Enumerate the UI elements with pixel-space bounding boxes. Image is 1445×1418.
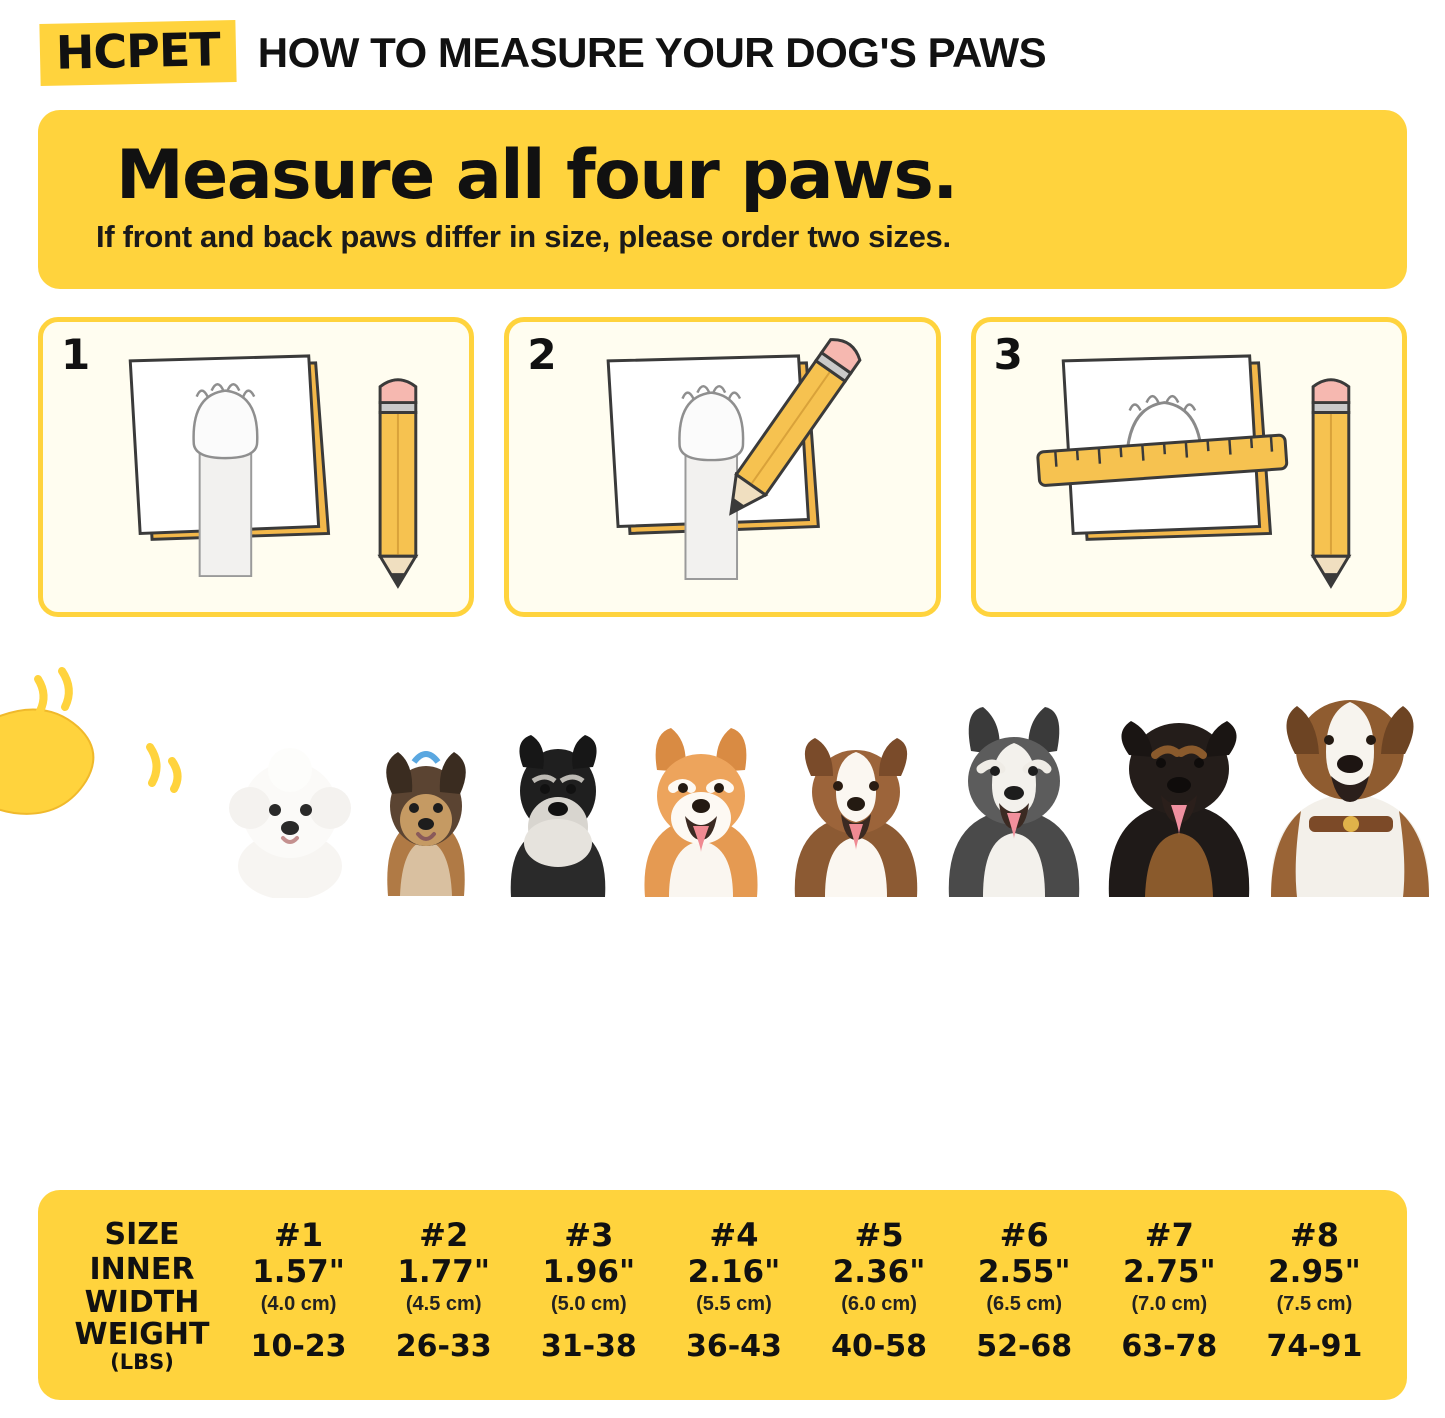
brand-name: HCPET: [55, 22, 221, 80]
dog-images: [220, 643, 1435, 903]
row-label-weight-text: WEIGHT: [74, 1316, 210, 1352]
inner-width-cell-6: [952, 1254, 1097, 1319]
inner-width-cm-3: (5.0 cm): [551, 1292, 627, 1315]
callout-title: Measure all four paws.: [116, 136, 957, 215]
table-row-weight: [58, 1319, 1387, 1374]
weight-cell-4: 36-43: [685, 1328, 782, 1364]
inner-width-cell-2: [371, 1254, 516, 1319]
pencil-tracing-paw-icon: [509, 322, 935, 612]
row-label-weight-unit: (LBS): [110, 1350, 174, 1375]
inner-width-in-3: 1.96": [542, 1253, 636, 1290]
size-chart-table: [58, 1216, 1387, 1374]
inner-width-in-1: 1.57": [252, 1253, 345, 1290]
weight-cell-6: 52-68: [976, 1328, 1073, 1364]
step-number: 1: [61, 330, 91, 380]
weight-cell-7: 63-78: [1121, 1328, 1218, 1364]
inner-width-cell-5: [807, 1254, 952, 1319]
row-label-inner-width-line2: WIDTH: [84, 1284, 200, 1320]
inner-width-in-4: 2.16": [687, 1253, 781, 1290]
callout-subtitle: If front and back paws differ in size, please order two sizes.: [96, 219, 951, 255]
inner-width-cm-1: (4.0 cm): [260, 1292, 337, 1315]
size-col-1: #1: [274, 1216, 324, 1255]
row-label-inner-width: [58, 1254, 226, 1319]
yellow-swoosh-icon: [0, 665, 230, 855]
size-col-3: #3: [564, 1216, 614, 1255]
size-col-7: #7: [1144, 1216, 1194, 1255]
size-col-5: #5: [854, 1216, 904, 1255]
inner-width-cm-4: (5.5 cm): [696, 1292, 772, 1315]
size-col-2: #2: [419, 1216, 469, 1255]
inner-width-cm-8: (7.5 cm): [1276, 1292, 1353, 1315]
inner-width-cell-1: [226, 1254, 371, 1319]
inner-width-in-6: 2.55": [977, 1253, 1071, 1290]
paw-on-paper-icon: [43, 322, 469, 612]
dog-shiba-inu: [629, 718, 774, 903]
table-row-inner-width: [58, 1254, 1387, 1319]
dog-saint-bernard: [1265, 668, 1435, 903]
inner-width-in-8: 2.95": [1268, 1253, 1361, 1290]
row-label-inner-width-line1: INNER: [89, 1252, 195, 1288]
inner-width-in-2: 1.77": [397, 1253, 490, 1290]
inner-width-cm-6: (6.5 cm): [986, 1292, 1062, 1315]
page-header: [0, 0, 1445, 84]
size-chart: [38, 1190, 1407, 1400]
dog-rottweiler: [1099, 693, 1259, 903]
page-title: HOW TO MEASURE YOUR DOG'S PAWS: [257, 29, 1047, 76]
inner-width-cell-3: [516, 1254, 661, 1319]
size-col-4: #4: [709, 1216, 759, 1255]
inner-width-cell-4: [661, 1254, 806, 1319]
dog-schnauzer: [493, 723, 623, 903]
ruler-measuring-outline-icon: [976, 322, 1402, 612]
dog-bichon-frise: [220, 738, 360, 903]
steps-row: [38, 317, 1407, 617]
inner-width-cell-7: [1097, 1254, 1242, 1319]
dog-yorkshire-terrier: [366, 728, 486, 903]
weight-cell-8: 74-91: [1266, 1328, 1363, 1364]
inner-width-in-5: 2.36": [832, 1253, 926, 1290]
step-number: 3: [993, 330, 1023, 380]
inner-width-cell-8: [1242, 1254, 1387, 1319]
inner-width-cm-2: (4.5 cm): [405, 1292, 482, 1315]
step-card-1: [38, 317, 474, 617]
weight-cell-3: 31-38: [540, 1328, 637, 1364]
inner-width-in-7: 2.75": [1122, 1253, 1216, 1290]
size-col-8: #8: [1289, 1216, 1339, 1255]
measure-callout: [38, 110, 1407, 289]
dog-australian-shepherd: [781, 718, 931, 903]
step-number: 2: [527, 330, 557, 380]
inner-width-cm-7: (7.0 cm): [1131, 1292, 1208, 1315]
dog-alaskan-malamute: [937, 703, 1092, 903]
inner-width-cm-5: (6.0 cm): [841, 1292, 917, 1315]
step-card-2: [504, 317, 940, 617]
weight-cell-2: 26-33: [395, 1328, 492, 1364]
step-card-3: [971, 317, 1407, 617]
dog-lineup: [0, 635, 1445, 903]
weight-cell-1: 10-23: [250, 1328, 347, 1364]
weight-cell-5: 40-58: [831, 1328, 928, 1364]
table-row-size: [58, 1216, 1387, 1254]
brand-badge: [39, 20, 236, 86]
row-label-size: SIZE: [104, 1216, 180, 1252]
size-col-6: #6: [999, 1216, 1049, 1255]
row-label-weight: [58, 1316, 226, 1375]
